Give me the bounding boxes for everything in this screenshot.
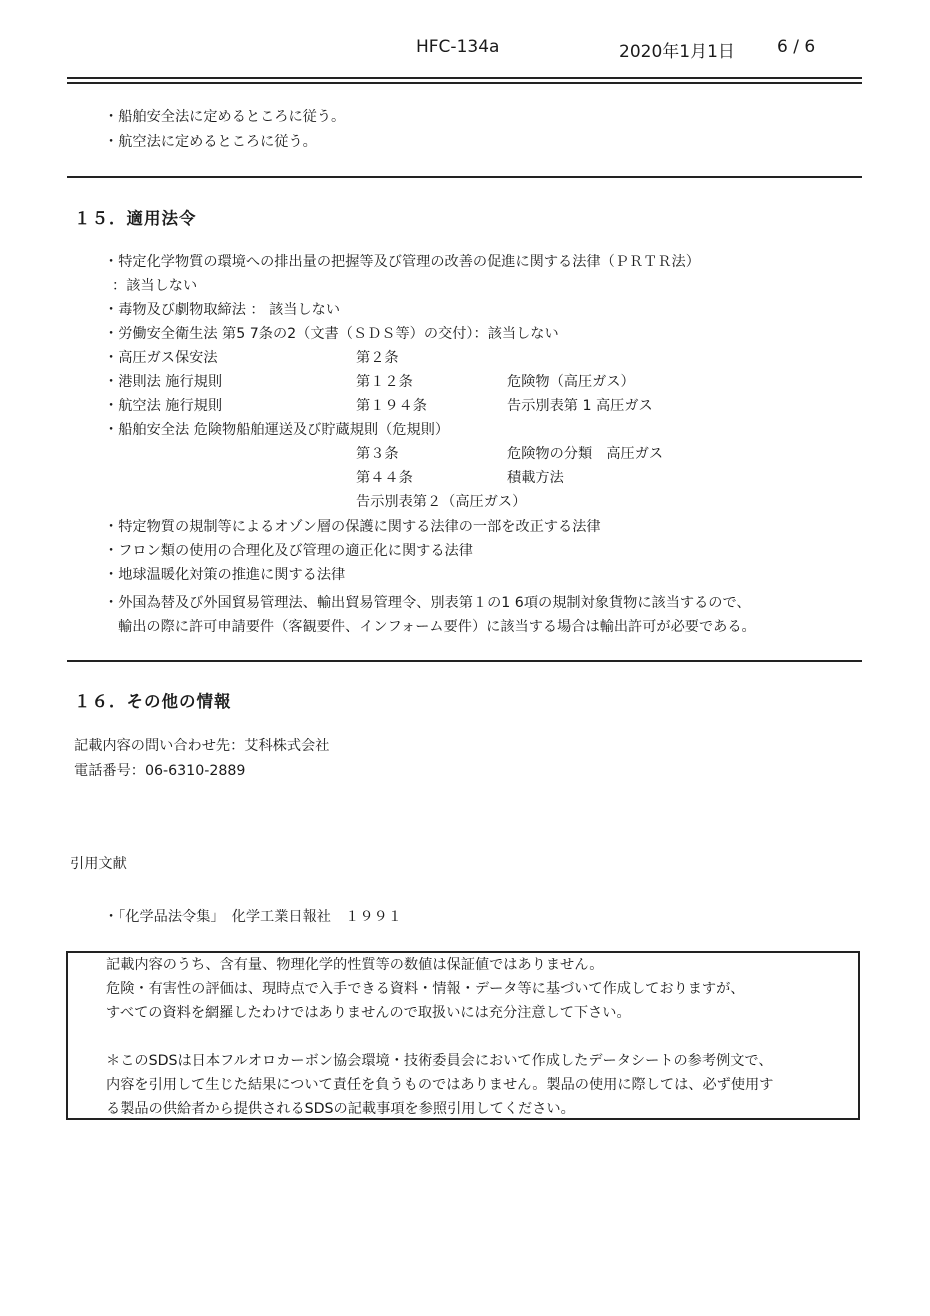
header-page-number: 6 / 6 xyxy=(777,37,816,57)
section-divider xyxy=(67,660,862,662)
disclaimer-line: 危険・有害性の評価は、現時点で入手できる資料・情報・データ等に基づいて作成しておりますが、 xyxy=(106,981,745,997)
header-product-name: HFC-134a xyxy=(416,37,500,57)
law-row-article: 第２条 xyxy=(356,350,399,366)
list-item-prtr: ・特定化学物質の環境への排出量の把握等及び管理の改善の促進に関する法律（ＰＲＴＲ法） xyxy=(104,254,700,270)
ship-row-article: 告示別表第２（高圧ガス） xyxy=(356,494,527,510)
section-divider xyxy=(67,176,862,178)
ship-row-note: 危険物の分類 高圧ガス xyxy=(507,446,664,462)
ship-row-article: 第４４条 xyxy=(356,470,413,486)
law-row-law: ・港則法 施行規則 xyxy=(104,374,223,390)
prtr-value: ：該当しない xyxy=(112,278,198,294)
list-item: ・外国為替及び外国貿易管理法、輸出貿易管理令、別表第１の1 6項の規制対象貨物に該当するので、 xyxy=(104,595,751,611)
disclaimer-line: 記載内容のうち、含有量、物理化学的性質等の数値は保証値ではありません。 xyxy=(106,957,604,973)
references-label: 引用文献 xyxy=(70,856,127,872)
law-row-law: ・航空法 施行規則 xyxy=(104,398,223,414)
list-item: ・フロン類の使用の合理化及び管理の適正化に関する法律 xyxy=(104,543,473,559)
law-row-note: 危険物（高圧ガス） xyxy=(507,374,635,390)
list-item-labor: ・労働安全衛生法 第5 7条の2（文書（ＳＤＳ等）の交付）：該当しない xyxy=(104,326,559,342)
list-item: ・地球温暖化対策の推進に関する法律 xyxy=(104,567,346,583)
list-item-poison: ・毒物及び劇物取締法 ： 該当しない xyxy=(104,302,341,318)
list-item: ・船舶安全法に定めるところに従う。 xyxy=(104,109,346,125)
disclaimer-note-line: る製品の供給者から提供されるSDSの記載事項を参照引用してください。 xyxy=(106,1101,575,1117)
disclaimer-line: すべての資料を網羅したわけではありませんので取扱いには充分注意して下さい。 xyxy=(106,1005,631,1021)
list-item-continuation: 輸出の際に許可申請要件（客観要件、インフォーム要件）に該当する場合は輸出許可が必要である。 xyxy=(118,619,756,635)
list-item: ・特定物質の規制等によるオゾン層の保護に関する法律の一部を改正する法律 xyxy=(104,519,601,535)
reference-item: ・「化学品法令集」 化学工業日報社 １９９１ xyxy=(104,909,402,925)
contact-info: 記載内容の問い合わせ先：艾科株式会社 xyxy=(74,738,330,754)
header-divider-bottom xyxy=(67,82,862,84)
disclaimer-note-line: ＊このSDSは日本フルオロカーボン協会環境・技術委員会において作成したデータシートの参考例文で、 xyxy=(106,1053,773,1069)
list-item-ship: ・船舶安全法 危険物船舶運送及び貯蔵規則（危規則） xyxy=(104,422,450,438)
law-row-note: 告示別表第 1 高圧ガス xyxy=(507,398,653,414)
phone-number: 電話番号：06-6310-2889 xyxy=(74,763,246,779)
header-divider-top xyxy=(67,77,862,79)
law-row-article: 第１２条 xyxy=(356,374,413,390)
list-item: ・航空法に定めるところに従う。 xyxy=(104,134,317,150)
ship-row-note: 積載方法 xyxy=(507,470,564,486)
section-16-title: １６．その他の情報 xyxy=(74,692,232,711)
law-row-article: 第１９４条 xyxy=(356,398,427,414)
header-date: 2020年1月1日 xyxy=(619,42,735,62)
law-row-law: ・高圧ガス保安法 xyxy=(104,350,218,366)
section-15-title: １５．適用法令 xyxy=(74,209,197,228)
disclaimer-note-line: 内容を引用して生じた結果について責任を負うものではありません。製品の使用に際しては、必ず使用す xyxy=(106,1077,774,1093)
ship-row-article: 第３条 xyxy=(356,446,399,462)
